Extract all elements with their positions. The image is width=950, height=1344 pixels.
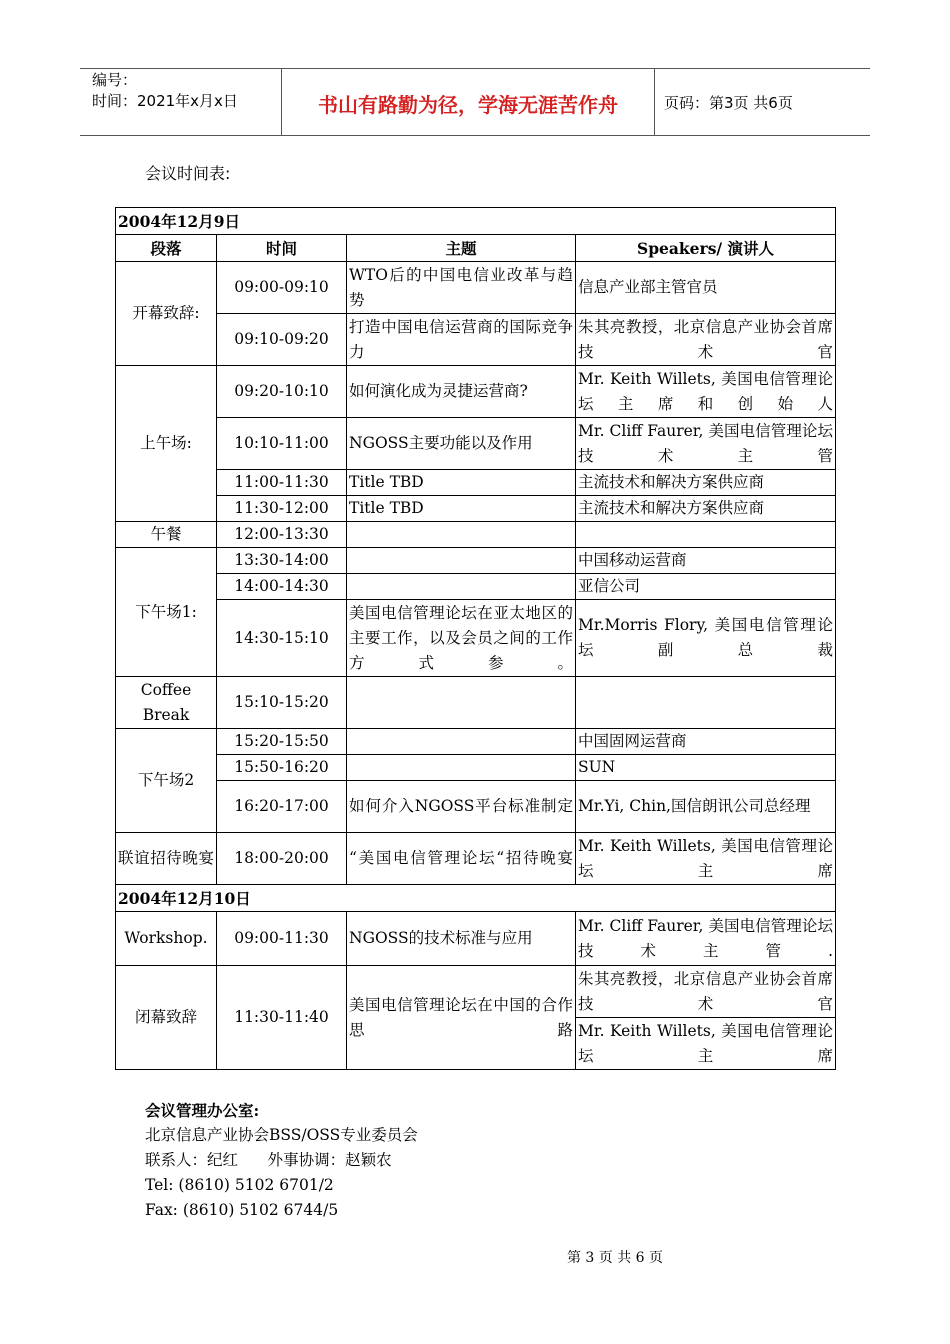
speaker-cell: 中国固网运营商: [576, 729, 836, 755]
time-cell: 09:00-09:10: [217, 262, 347, 314]
speaker-cell: [576, 677, 836, 729]
office-title: 会议管理办公室:: [145, 1101, 260, 1120]
schedule-table: [115, 207, 836, 1070]
section-cell: 开幕致辞:: [116, 262, 217, 366]
speaker-cell: Mr.Yi, Chin,国信朗讯公司总经理: [576, 781, 836, 833]
time-cell: 13:30-14:00: [217, 548, 347, 574]
office-fax: Fax: (8610) 5102 6744/5: [145, 1201, 339, 1219]
speaker-cell: SUN: [576, 755, 836, 781]
time-cell: 16:20-17:00: [217, 781, 347, 833]
date-cell: 2004年12月10日: [116, 885, 836, 912]
speaker-cell: Mr. Cliff Faurer, 美国电信管理论坛技术主管.: [576, 912, 836, 966]
header-page-label: 页码：第3页 共6页: [664, 94, 793, 112]
table-row: [116, 966, 836, 1018]
date-row: [116, 208, 836, 235]
time-label: 时间：2021年x月x日: [92, 92, 238, 110]
col-header-speaker: Speakers/ 演讲人: [576, 235, 836, 262]
topic-cell: 美国电信管理论坛在亚太地区的主要工作，以及会员之间的工作方式参。: [347, 600, 576, 677]
time-cell: 14:30-15:10: [217, 600, 347, 677]
time-cell: 10:10-11:00: [217, 418, 347, 470]
header-meta: [92, 70, 238, 112]
topic-cell: [347, 755, 576, 781]
speaker-cell: Mr. Cliff Faurer, 美国电信管理论坛技术主管: [576, 418, 836, 470]
section-cell: 上午场:: [116, 366, 217, 522]
table-row: [116, 470, 836, 496]
speaker-cell: Mr. Keith Willets, 美国电信管理论坛主席: [576, 833, 836, 885]
speaker-cell: 朱其亮教授，北京信息产业协会首席技术官: [576, 966, 836, 1018]
time-cell: 09:20-10:10: [217, 366, 347, 418]
header-bottom-rule: [80, 135, 870, 136]
header-top-rule: [80, 68, 870, 69]
header-motto: 书山有路勤为径，学海无涯苦作舟: [318, 93, 618, 117]
topic-cell: [347, 729, 576, 755]
time-cell: 11:30-12:00: [217, 496, 347, 522]
office-org: 北京信息产业协会BSS/OSS专业委员会: [145, 1126, 418, 1144]
speaker-cell: Mr. Keith Willets, 美国电信管理论坛主席: [576, 1018, 836, 1070]
section-cell: 午餐: [116, 522, 217, 548]
table-row: [116, 755, 836, 781]
topic-cell: NGOSS的技术标准与应用: [347, 912, 576, 966]
topic-cell: Title TBD: [347, 470, 576, 496]
time-cell: 09:00-11:30: [217, 912, 347, 966]
topic-cell: WTO后的中国电信业改革与趋势: [347, 262, 576, 314]
speaker-cell: 朱其亮教授，北京信息产业协会首席技术官: [576, 314, 836, 366]
table-row: [116, 366, 836, 418]
speaker-cell: Mr.Morris Flory, 美国电信管理论坛副总裁: [576, 600, 836, 677]
office-contact: 联系人：纪红 外事协调：赵颖农: [145, 1151, 392, 1169]
table-row: [116, 729, 836, 755]
speaker-cell: 亚信公司: [576, 574, 836, 600]
topic-cell: [347, 548, 576, 574]
table-row: [116, 522, 836, 548]
speaker-cell: Mr. Keith Willets, 美国电信管理论坛主席和创始人: [576, 366, 836, 418]
topic-cell: Title TBD: [347, 496, 576, 522]
col-header-topic: 主题: [347, 235, 576, 262]
number-label: 编号：: [92, 71, 138, 89]
col-header-time: 时间: [217, 235, 347, 262]
col-header-section: 段落: [116, 235, 217, 262]
topic-cell: [347, 574, 576, 600]
table-row: [116, 781, 836, 833]
time-cell: 09:10-09:20: [217, 314, 347, 366]
time-cell: 14:00-14:30: [217, 574, 347, 600]
table-row: [116, 496, 836, 522]
section-cell: 下午场2: [116, 729, 217, 833]
time-cell: 18:00-20:00: [217, 833, 347, 885]
office-info: [145, 1098, 418, 1223]
header-divider-right: [654, 68, 655, 136]
topic-cell: “美国电信管理论坛“招待晚宴: [347, 833, 576, 885]
section-cell: Workshop.: [116, 912, 217, 966]
table-row: [116, 574, 836, 600]
section-cell: 闭幕致辞: [116, 966, 217, 1070]
topic-cell: NGOSS主要功能以及作用: [347, 418, 576, 470]
section-cell: 下午场1:: [116, 548, 217, 677]
time-cell: 11:00-11:30: [217, 470, 347, 496]
speaker-cell: 信息产业部主管官员: [576, 262, 836, 314]
section-cell: Coffee Break: [116, 677, 217, 729]
page-number: 第 3 页 共 6 页: [566, 1250, 664, 1266]
time-cell: 15:20-15:50: [217, 729, 347, 755]
time-cell: 12:00-13:30: [217, 522, 347, 548]
schedule-title: 会议时间表:: [145, 164, 231, 183]
table-row: [116, 600, 836, 677]
table-row: [116, 912, 836, 966]
time-cell: 15:50-16:20: [217, 755, 347, 781]
table-row: [116, 548, 836, 574]
header-row: [116, 235, 836, 262]
date-row: [116, 885, 836, 912]
topic-cell: 打造中国电信运营商的国际竞争力: [347, 314, 576, 366]
table-row: [116, 314, 836, 366]
speaker-cell: [576, 522, 836, 548]
topic-cell: 如何介入NGOSS平台标准制定: [347, 781, 576, 833]
speaker-cell: 主流技术和解决方案供应商: [576, 470, 836, 496]
topic-cell: [347, 677, 576, 729]
speaker-cell: 主流技术和解决方案供应商: [576, 496, 836, 522]
table-row: [116, 677, 836, 729]
topic-cell: [347, 522, 576, 548]
table-row: [116, 418, 836, 470]
time-cell: 15:10-15:20: [217, 677, 347, 729]
topic-cell: 美国电信管理论坛在中国的合作思路: [347, 966, 576, 1070]
speaker-cell: 中国移动运营商: [576, 548, 836, 574]
topic-cell: 如何演化成为灵捷运营商?: [347, 366, 576, 418]
table-row: [116, 262, 836, 314]
section-cell: 联谊招待晚宴: [116, 833, 217, 885]
time-cell: 11:30-11:40: [217, 966, 347, 1070]
office-tel: Tel: (8610) 5102 6701/2: [145, 1176, 334, 1194]
date-cell: 2004年12月9日: [116, 208, 836, 235]
table-row: [116, 833, 836, 885]
